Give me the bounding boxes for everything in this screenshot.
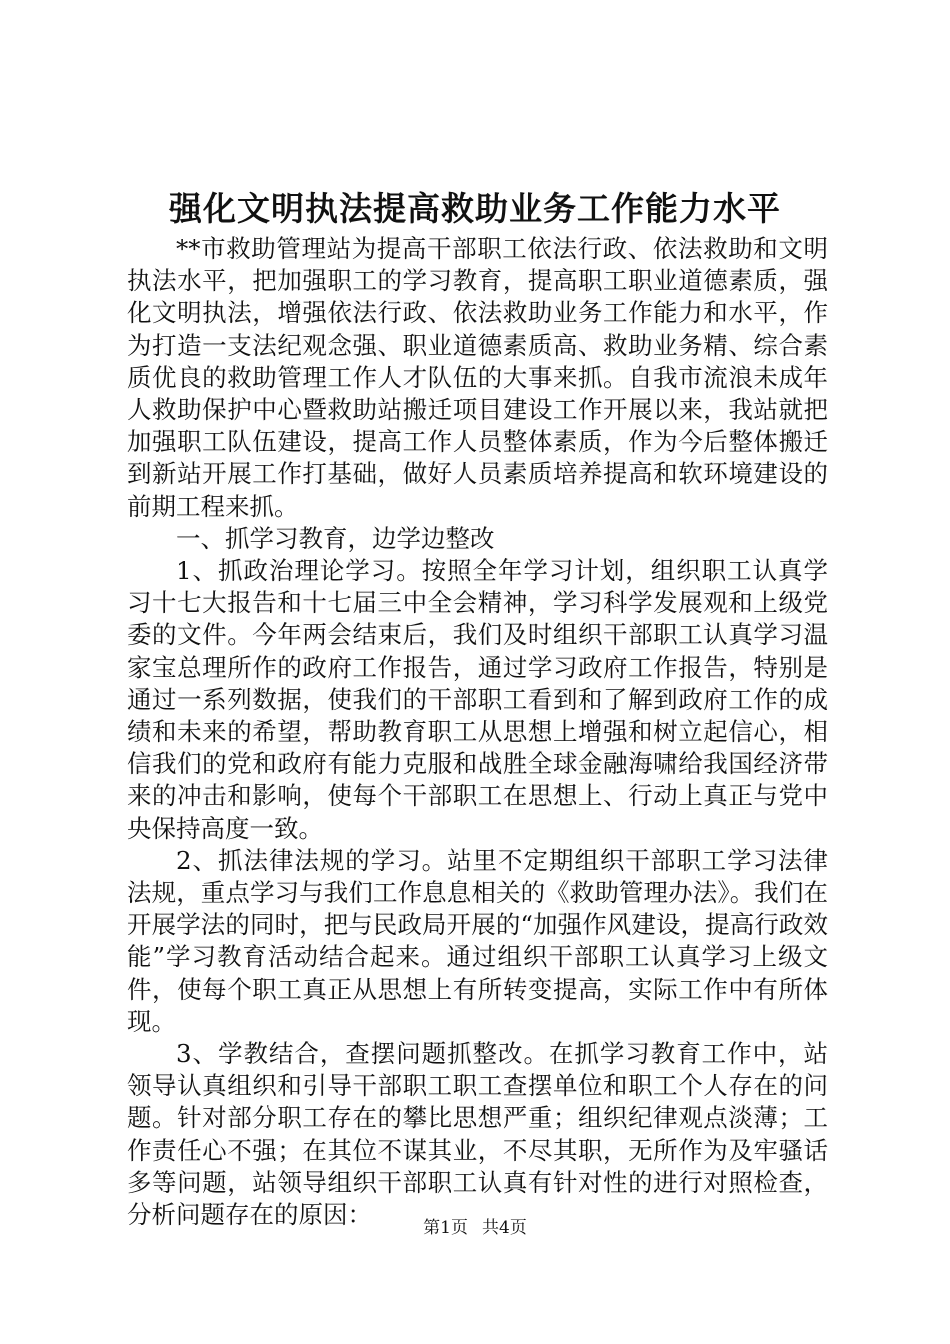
document-body [127,233,828,1231]
paragraph-intro: **市救助管理站为提高干部职工依法行政、依法救助和文明执法水平，把加强职工的学习教育，提高职工职业道德素质，强化文明执法，增强依法行政、依法救助业务工作能力和水平，作为打造一支法纪观念强、职业道德素质高、救助业务精、综合素质优良的救助管理工作人才队伍的大事来抓。自我市流浪未成年人救助保护中心暨救助站搬迁项目建设工作开展以来，我站就把加强职工队伍建设，提高工作人员整体素质，作为今后整体搬迁到新站开展工作打基础，做好人员素质培养提高和软环境建设的前期工程来抓。 [127,234,828,521]
paragraph-item-2: 2、抓法律法规的学习。站里不定期组织干部职工学习法律法规，重点学习与我们工作息息相关的《救助管理办法》。我们在开展学法的同时，把与民政局开展的“加强作风建设，提高行政效能”学习教育活动结合起来。通过组织干部职工认真学习上级文件，使每个职工真正从思想上有所转变提高，实际工作中有所体现。 [127,845,828,1036]
paragraph-item-1: 1、抓政治理论学习。按照全年学习计划，组织职工认真学习十七大报告和十七届三中全会精神，学习科学发展观和上级党委的文件。今年两会结束后，我们及时组织干部职工认真学习温家宝总理所作的政府工作报告，通过学习政府工作报告，特别是通过一系列数据，使我们的干部职工看到和了解到政府工作的成绩和未来的希望，帮助教育职工从思想上增强和树立起信心，相信我们的党和政府有能力克服和战胜全球金融海啸给我国经济带来的冲击和影响，使每个干部职工在思想上、行动上真正与党中央保持高度一致。 [127,556,828,843]
paragraph-item-3: 3、学教结合，查摆问题抓整改。在抓学习教育工作中，站领导认真组织和引导干部职工职工查摆单位和职工个人存在的问题。针对部分职工存在的攀比思想严重；组织纪律观点淡薄；工作责任心不强；在其位不谋其业，不尽其职，无所作为及牢骚话多等问题，站领导组织干部职工认真有针对性的进行对照检查，分析问题存在的原因： [127,1039,828,1230]
page-footer [0,1216,950,1240]
document-title: 强化文明执法提高救助业务工作能力水平 [169,189,781,228]
section-heading-1: 一、抓学习教育，边学边整改 [176,523,495,553]
page-number: 第1页 [423,1218,468,1238]
page-total: 共4页 [482,1218,527,1238]
